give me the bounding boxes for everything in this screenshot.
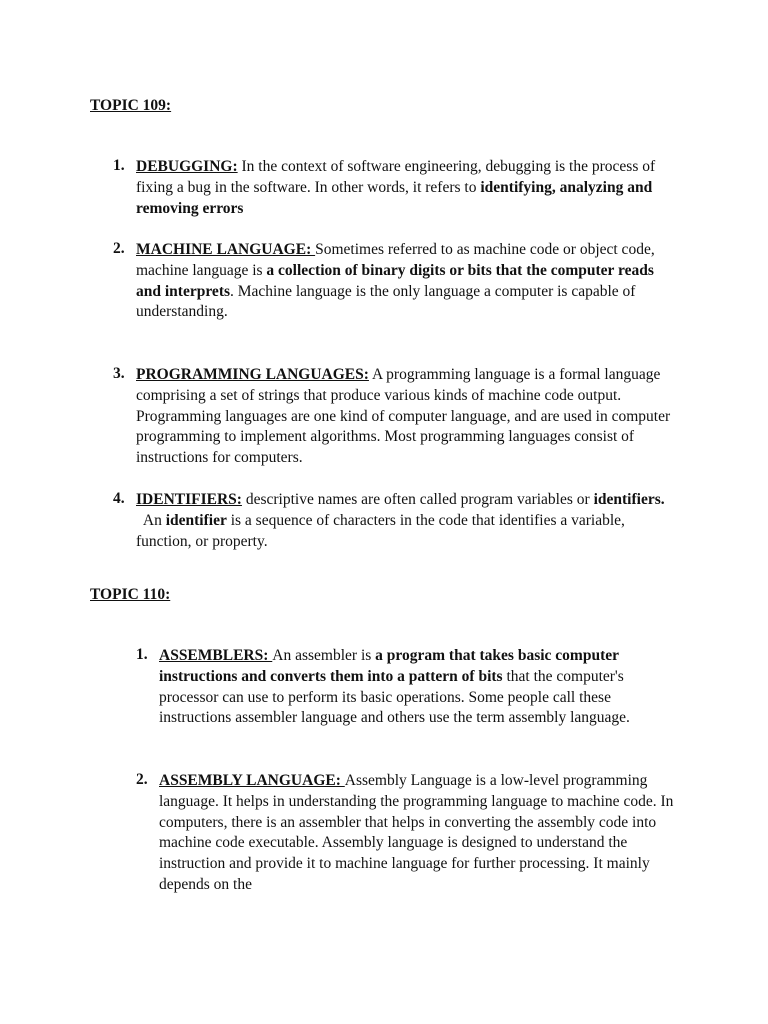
item-text: Sometimes referred to as machine code or object code, machine language is xyxy=(136,241,655,279)
list-number: 2. xyxy=(136,771,148,788)
item-text: that the computer's processor can use to perform its basic operations. Some people call these instructions assembler language and others use the term assembly language. xyxy=(159,667,630,727)
list-item-identifiers xyxy=(136,490,666,552)
list-number: 4. xyxy=(113,490,125,507)
list-number: 1. xyxy=(113,157,125,174)
item-text: descriptive names are often called program variables or xyxy=(241,491,594,508)
term-identifiers: IDENTIFIERS: xyxy=(136,491,242,508)
item-text: An xyxy=(136,511,166,529)
topic-109-heading: TOPIC 109: xyxy=(90,97,172,114)
item-text: . Machine language is the only language a computer is capable of understanding. xyxy=(136,282,636,321)
topic-110-heading: TOPIC 110: xyxy=(90,586,171,603)
item-bold-text: a program that takes basic computer instructions and converts them into a pattern of bits xyxy=(159,647,619,685)
item-text: In the context of software engineering, debugging is the process of fixing a bug in the software. In other words, it refers to xyxy=(136,158,656,196)
list-number: 3. xyxy=(113,365,125,382)
list-item-machine-language xyxy=(136,240,681,323)
item-text: Assembly Language is a low-level programming language. It helps in understanding the programming language to machine code. In computers, there is an assembler that helps in converting the assembly code into machine code executable. Assembly language is designed to understand the instruction and provide it to machine language for further processing. It mainly depends on the xyxy=(159,772,674,893)
item-text: is a sequence of characters in the code that identifies a variable, function, or property. xyxy=(136,511,625,550)
list-number: 1. xyxy=(136,646,148,663)
term-assembly-language: ASSEMBLY LANGUAGE: xyxy=(159,772,345,789)
term-machine-language: MACHINE LANGUAGE: xyxy=(136,241,316,258)
list-item-programming-languages xyxy=(136,365,676,469)
item-text: A programming language is a formal language comprising a set of strings that produce various kinds of machine code output. Programming languages are one kind of computer language, and are used in computer programming to implement algorithms. Most programming languages consist of instructions for computers. xyxy=(136,366,671,467)
term-programming-languages: PROGRAMMING LANGUAGES: xyxy=(136,366,369,383)
item-bold-text: identifying, analyzing and removing errors xyxy=(136,178,653,217)
item-bold-text: identifiers. xyxy=(593,491,665,508)
term-debugging: DEBUGGING: xyxy=(136,158,238,175)
item-bold-text: a collection of binary digits or bits that the computer reads and interprets xyxy=(136,261,654,300)
list-item-assembly-language xyxy=(159,771,682,896)
item-bold-text: identifier xyxy=(165,511,227,529)
list-item-assemblers xyxy=(159,646,684,729)
list-item-debugging xyxy=(136,157,676,219)
term-assemblers: ASSEMBLERS: xyxy=(159,647,273,664)
list-number: 2. xyxy=(113,240,125,257)
item-text: An assembler is xyxy=(272,647,376,664)
